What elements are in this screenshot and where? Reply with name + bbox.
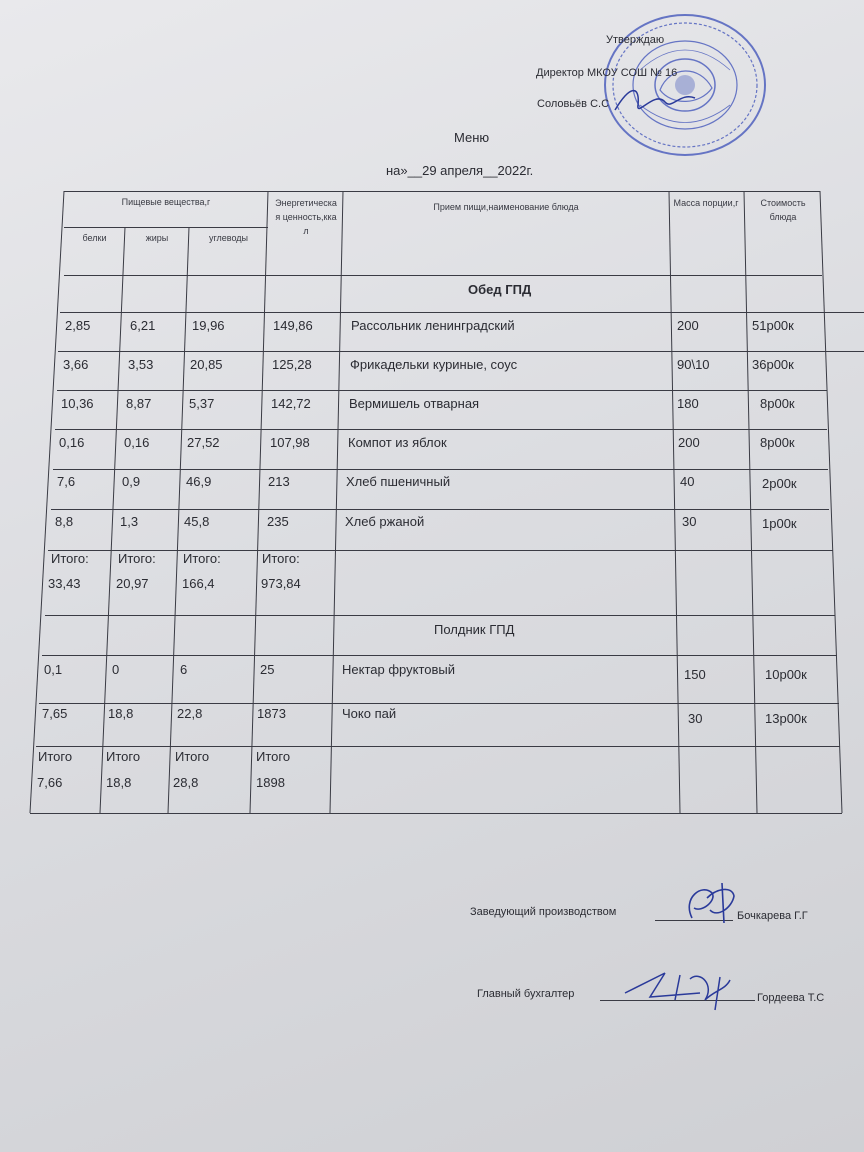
- cell-fats: 18,8: [108, 706, 134, 721]
- total-label: Итого: [38, 749, 73, 764]
- cell-mass: 180: [677, 396, 699, 411]
- director-name: Соловьёв С.С: [537, 98, 610, 110]
- cell-carbs: 22,8: [177, 706, 203, 721]
- cell-carbs: 6: [180, 662, 188, 677]
- header-energy: Энергетическая ценность,ккал: [275, 198, 337, 236]
- total-energy: 1898: [256, 775, 285, 790]
- total-label: Итого:: [118, 551, 156, 566]
- header-meal: Прием пищи,наименование блюда: [433, 202, 579, 212]
- header-fats: жиры: [145, 233, 169, 243]
- cell-carbs: 45,8: [184, 514, 210, 529]
- accountant-signature: [620, 965, 750, 1015]
- cell-mass: 30: [688, 711, 703, 726]
- cell-cost: 8р00к: [760, 396, 795, 411]
- cell-cost: 1р00к: [762, 516, 797, 531]
- cell-energy: 213: [268, 474, 290, 489]
- manager-name: Бочкарева Г.Г: [737, 910, 808, 922]
- cell-fats: 6,21: [130, 318, 156, 333]
- header-nutrients: Пищевые вещества,г: [121, 197, 211, 207]
- cell-carbs: 27,52: [187, 435, 220, 450]
- cell-dish: Нектар фруктовый: [342, 662, 455, 677]
- cell-carbs: 46,9: [186, 474, 212, 489]
- header-carbs: углеводы: [208, 233, 249, 243]
- director-title: Директор МКОУ СОШ № 16: [536, 67, 678, 79]
- total-proteins: 33,43: [48, 576, 81, 591]
- cell-fats: 3,53: [128, 357, 154, 372]
- cell-proteins: 0,16: [59, 435, 85, 450]
- cell-proteins: 8,8: [55, 514, 74, 529]
- total-fats: 18,8: [106, 775, 132, 790]
- approve-label: Утверждаю: [606, 34, 665, 46]
- cell-fats: 8,87: [126, 396, 152, 411]
- header-proteins: белки: [82, 233, 107, 243]
- cell-mass: 150: [684, 667, 706, 682]
- cell-dish: Компот из яблок: [348, 435, 447, 450]
- cell-proteins: 10,36: [61, 396, 94, 411]
- cell-fats: 1,3: [120, 514, 139, 529]
- cell-mass: 40: [680, 474, 695, 489]
- cell-cost: 36р00к: [752, 357, 794, 372]
- cell-fats: 0: [112, 662, 120, 677]
- cell-mass: 200: [678, 435, 700, 450]
- total-label: Итого:: [262, 551, 300, 566]
- cell-proteins: 7,6: [57, 474, 76, 489]
- total-energy: 973,84: [261, 576, 301, 591]
- cell-energy: 25: [260, 662, 275, 677]
- cell-energy: 125,28: [272, 357, 312, 372]
- cell-energy: 1873: [257, 706, 286, 721]
- header-cost: Стоимость блюда: [760, 198, 806, 222]
- cell-cost: 8р00к: [760, 435, 795, 450]
- cell-energy: 149,86: [273, 318, 313, 333]
- cell-fats: 0,9: [122, 474, 141, 489]
- section-lunch-title: Обед ГПД: [468, 282, 532, 297]
- page-title: Меню: [454, 130, 490, 145]
- cell-carbs: 20,85: [190, 357, 223, 372]
- manager-signature: [672, 878, 742, 928]
- cell-energy: 235: [267, 514, 289, 529]
- section-snack-title: Полдник ГПД: [434, 622, 515, 637]
- cell-proteins: 3,66: [63, 357, 89, 372]
- cell-dish: Чоко пай: [342, 706, 397, 721]
- total-proteins: 7,66: [37, 775, 63, 790]
- cell-proteins: 7,65: [42, 706, 68, 721]
- cell-mass: 200: [677, 318, 699, 333]
- cell-cost: 51р00к: [752, 318, 794, 333]
- cell-dish: Фрикадельки куриные, соус: [350, 357, 518, 372]
- manager-label: Заведующий производством: [470, 906, 617, 918]
- cell-energy: 107,98: [270, 435, 310, 450]
- accountant-name: Гордеева Т.С: [757, 992, 825, 1004]
- cell-energy: 142,72: [271, 396, 311, 411]
- total-label: Итого:: [183, 551, 221, 566]
- total-carbs: 166,4: [182, 576, 215, 591]
- cell-fats: 0,16: [124, 435, 150, 450]
- cell-cost: 10р00к: [765, 667, 807, 682]
- total-label: Итого: [106, 749, 141, 764]
- cell-dish: Хлеб пшеничный: [346, 474, 451, 489]
- cell-mass: 30: [682, 514, 697, 529]
- header-mass: Масса порции,г: [673, 198, 739, 208]
- cell-carbs: 19,96: [192, 318, 225, 333]
- accountant-label: Главный бухгалтер: [477, 988, 575, 1000]
- cell-dish: Рассольник ленинградский: [351, 318, 515, 333]
- total-fats: 20,97: [116, 576, 149, 591]
- cell-dish: Хлеб ржаной: [345, 514, 425, 529]
- cell-dish: Вермишель отварная: [349, 396, 480, 411]
- cell-mass: 90\10: [677, 357, 710, 372]
- cell-carbs: 5,37: [189, 396, 215, 411]
- cell-cost: 13р00к: [765, 711, 807, 726]
- cell-proteins: 0,1: [44, 662, 63, 677]
- total-label: Итого: [256, 749, 291, 764]
- cell-cost: 2р00к: [762, 476, 797, 491]
- cell-proteins: 2,85: [65, 318, 91, 333]
- total-label: Итого:: [51, 551, 89, 566]
- total-carbs: 28,8: [173, 775, 199, 790]
- date-line: на»__29 апреля__2022г.: [386, 163, 534, 178]
- total-label: Итого: [175, 749, 210, 764]
